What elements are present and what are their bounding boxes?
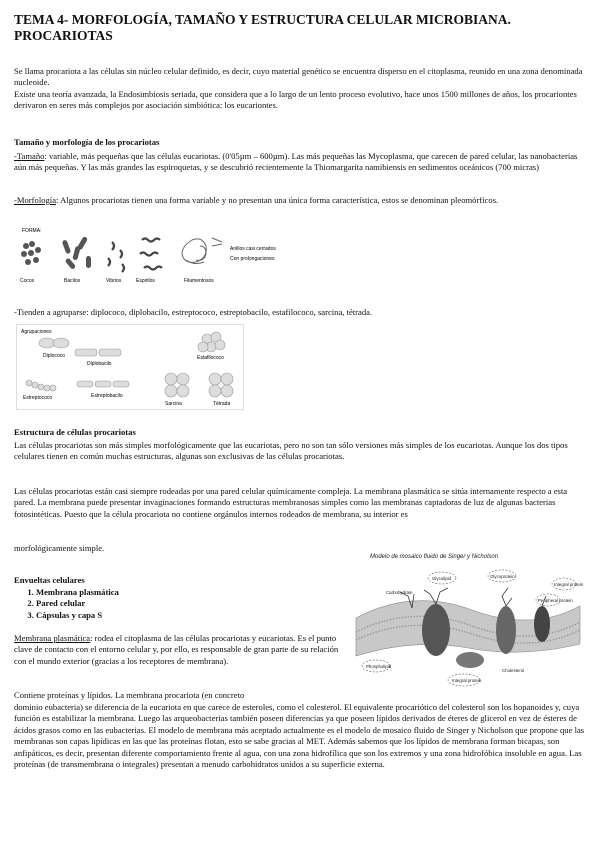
membrana-text-3: dominio eubacteria) se diferencia de la eucariota en que carece de esteroles, como el colesterol. El equivalente procariótico del colesterol son los hopanoides y, cuya función es estabilizar la membrana. Luego las arqueobacterias también poseen diferencias ya que poseen lípidos derivados de éteres de glicerol en vez de ésteres de ácidos grasos como en las eubacterias. El modelo de membrana más aceptado actualmente es el modelo de mosaico fluido de Singer y Nicholson que propone que las membranas son capas lipídicas en las que las proteínas flotan, esto se sabe gracias al MET. Además sabemos que los lípidos de membrana forman bicapas, son anfipáticos, es decir, presentan diferente comportamiento frente al agua, con una zona hidrofílica que son los extremos y una zona hidrofóbica insoluble en agua. Las proteínas (de transmembrana o integrales) presentan a menudo carbohidratos unidos a su superficie externa. [14,702,585,770]
group-label-estreptococo: Estreptococo [23,395,53,401]
label-cholesterol: Cholesterol [502,668,525,673]
label-integral-protein-1: Integral protein [554,582,584,587]
page-title: TEMA 4- MORFOLOGÍA, TAMAÑO Y ESTRUCTURA CELULAR MICROBIANA. PROCARIOTAS [14,12,511,43]
morphology-illustration [16,224,286,288]
size-text: : variable, más pequeñas que las células eucariotas. (0'05µm – 600µm). Las más pequeñas las Mycoplasma, que carecen de pared celular, las nanobacterias aún más pequeñas. Y las más grandes las espiroquetas, y se descubrió recientemente la Thiomargarita namibiensis en sedimentos oceánicos (700 micras) [14,151,578,173]
grouping-figure [16,324,244,410]
fluid-mosaic-title: Modelo de mosaico fluido de Singer y Nicholson [370,554,499,560]
morphology-figure-header: FORMA: [22,228,42,234]
shape-label-vibrios: Vibrios [106,278,122,284]
fluid-mosaic-figure [352,548,584,692]
fluid-mosaic-illustration [352,548,584,692]
shape-label-bacilos: Bacilos [64,278,81,284]
label-phospholipid: Phospholipid [366,664,392,669]
size-label: -Tamaño [14,151,45,161]
morphology-paragraph [14,195,586,206]
group-label-sarcina: Sarcina [165,401,182,407]
membrana-text-1: : rodea el citoplasma de las células procariotas y eucariotas. Es el punto clave de contacto con el entorno celular y, por ello, es responsable de gran parte de su relación con el mundo exterior (gracias a los receptores de membrana). [14,633,339,666]
envolturas-item-1: 1. Membrana plasmática [36,587,334,598]
grouping-illustration [17,325,243,409]
label-carbohydrate: Carbohydrate [386,590,413,595]
envolturas-item-3: 3. Cápsulas y capa S [36,610,334,621]
note-prolongaciones: Con prolongaciones [230,256,275,262]
size-paragraph [14,151,586,174]
shape-label-filamentosos: Filamentosos [184,278,214,284]
grouping-paragraph: -Tienden a agruparse: diplococo, diplobacilo, estreptococo, estreptobacilo, estafilococo, sarcina, tétrada. [14,307,373,317]
shape-label-espirilos: Espirilos [136,278,155,284]
grouping-figure-header: Agrupaciones [21,329,52,335]
envolturas-item-2: 2. Pared celular [36,598,334,609]
structure-paragraph-2: Las células procariotas están casi siempre rodeadas por una pared celular químicamente compleja. La membrana plasmática se sitúa internamente respecto a esta pared. La membrana puede presentar invaginaciones formando estructuras membranosas simples como las membranas captadoras de luz de algunas bacterias fotosintéticas. Puesto que la célula procariota no contiene orgánulos internos rodeados de membrana, su interior es [14,486,568,519]
section-heading-size-morphology: Tamaño y morfología de los procariotas [14,137,160,147]
morphology-figure [16,224,286,288]
shape-label-cocos: Cocos [20,278,35,284]
morphology-text: : Algunos procariotas tienen una forma variable y no presentan una única forma característica, estos se denominan pleomórficos. [56,195,499,205]
label-glycolipid: Glycolipid [432,576,452,581]
group-label-tetrada: Tétrada [213,401,231,407]
morphology-label: -Morfología [14,195,57,205]
membrana-text-2: Contiene proteínas y lípidos. La membrana procariota (en concreto [14,690,245,700]
intro-paragraph-1: Se llama procariota a las células sin núcleo celular definido, es decir, cuyo material genético se encuentra disperso en el citoplasma, reunido en una zona denominada nucleoide. [14,66,583,88]
group-label-estafilococo: Estafilococo [197,355,224,361]
section-heading-structure: Estructura de células procariotas [14,427,136,437]
envolturas-list [14,587,334,621]
intro-paragraph-2: Existe una teoría avanzada, la Endosimbiosis seriada, que considera que a lo largo de un lento proceso evolutivo, hace unos 1500 millones de años, los procariontes derivaron en seres más complejos por asociación simbiótica: los eucariontes. [14,89,577,111]
envolturas-heading: Envueltas celulares [14,575,85,585]
label-glycoprotein: Glycoprotein [490,574,515,579]
label-peripheral-protein: Peripheral protein [538,598,573,603]
membrana-paragraph [14,633,350,667]
membrana-label: Membrana plasmática [14,633,91,643]
group-label-estreptobacilo: Estreptobacilo [91,393,123,399]
structure-paragraph-2-end: morfológicamente simple. [14,543,105,553]
group-label-diplobacilo: Diplobacilo [87,361,112,367]
structure-paragraph-1: Las células procariotas son más simples morfológicamente que las eucariotas, pero no son tan sólo versiones más simples de los eucariotas. Aunque los dos tipos celulares tienen en común muchas estructuras, algunas son exclusivas de las células procariotas. [14,440,568,462]
label-integral-protein-2: Integral protein [452,678,482,683]
group-label-diplococo: Diplococo [43,353,65,359]
note-anillos: Anillos casi cerrados [230,246,276,252]
